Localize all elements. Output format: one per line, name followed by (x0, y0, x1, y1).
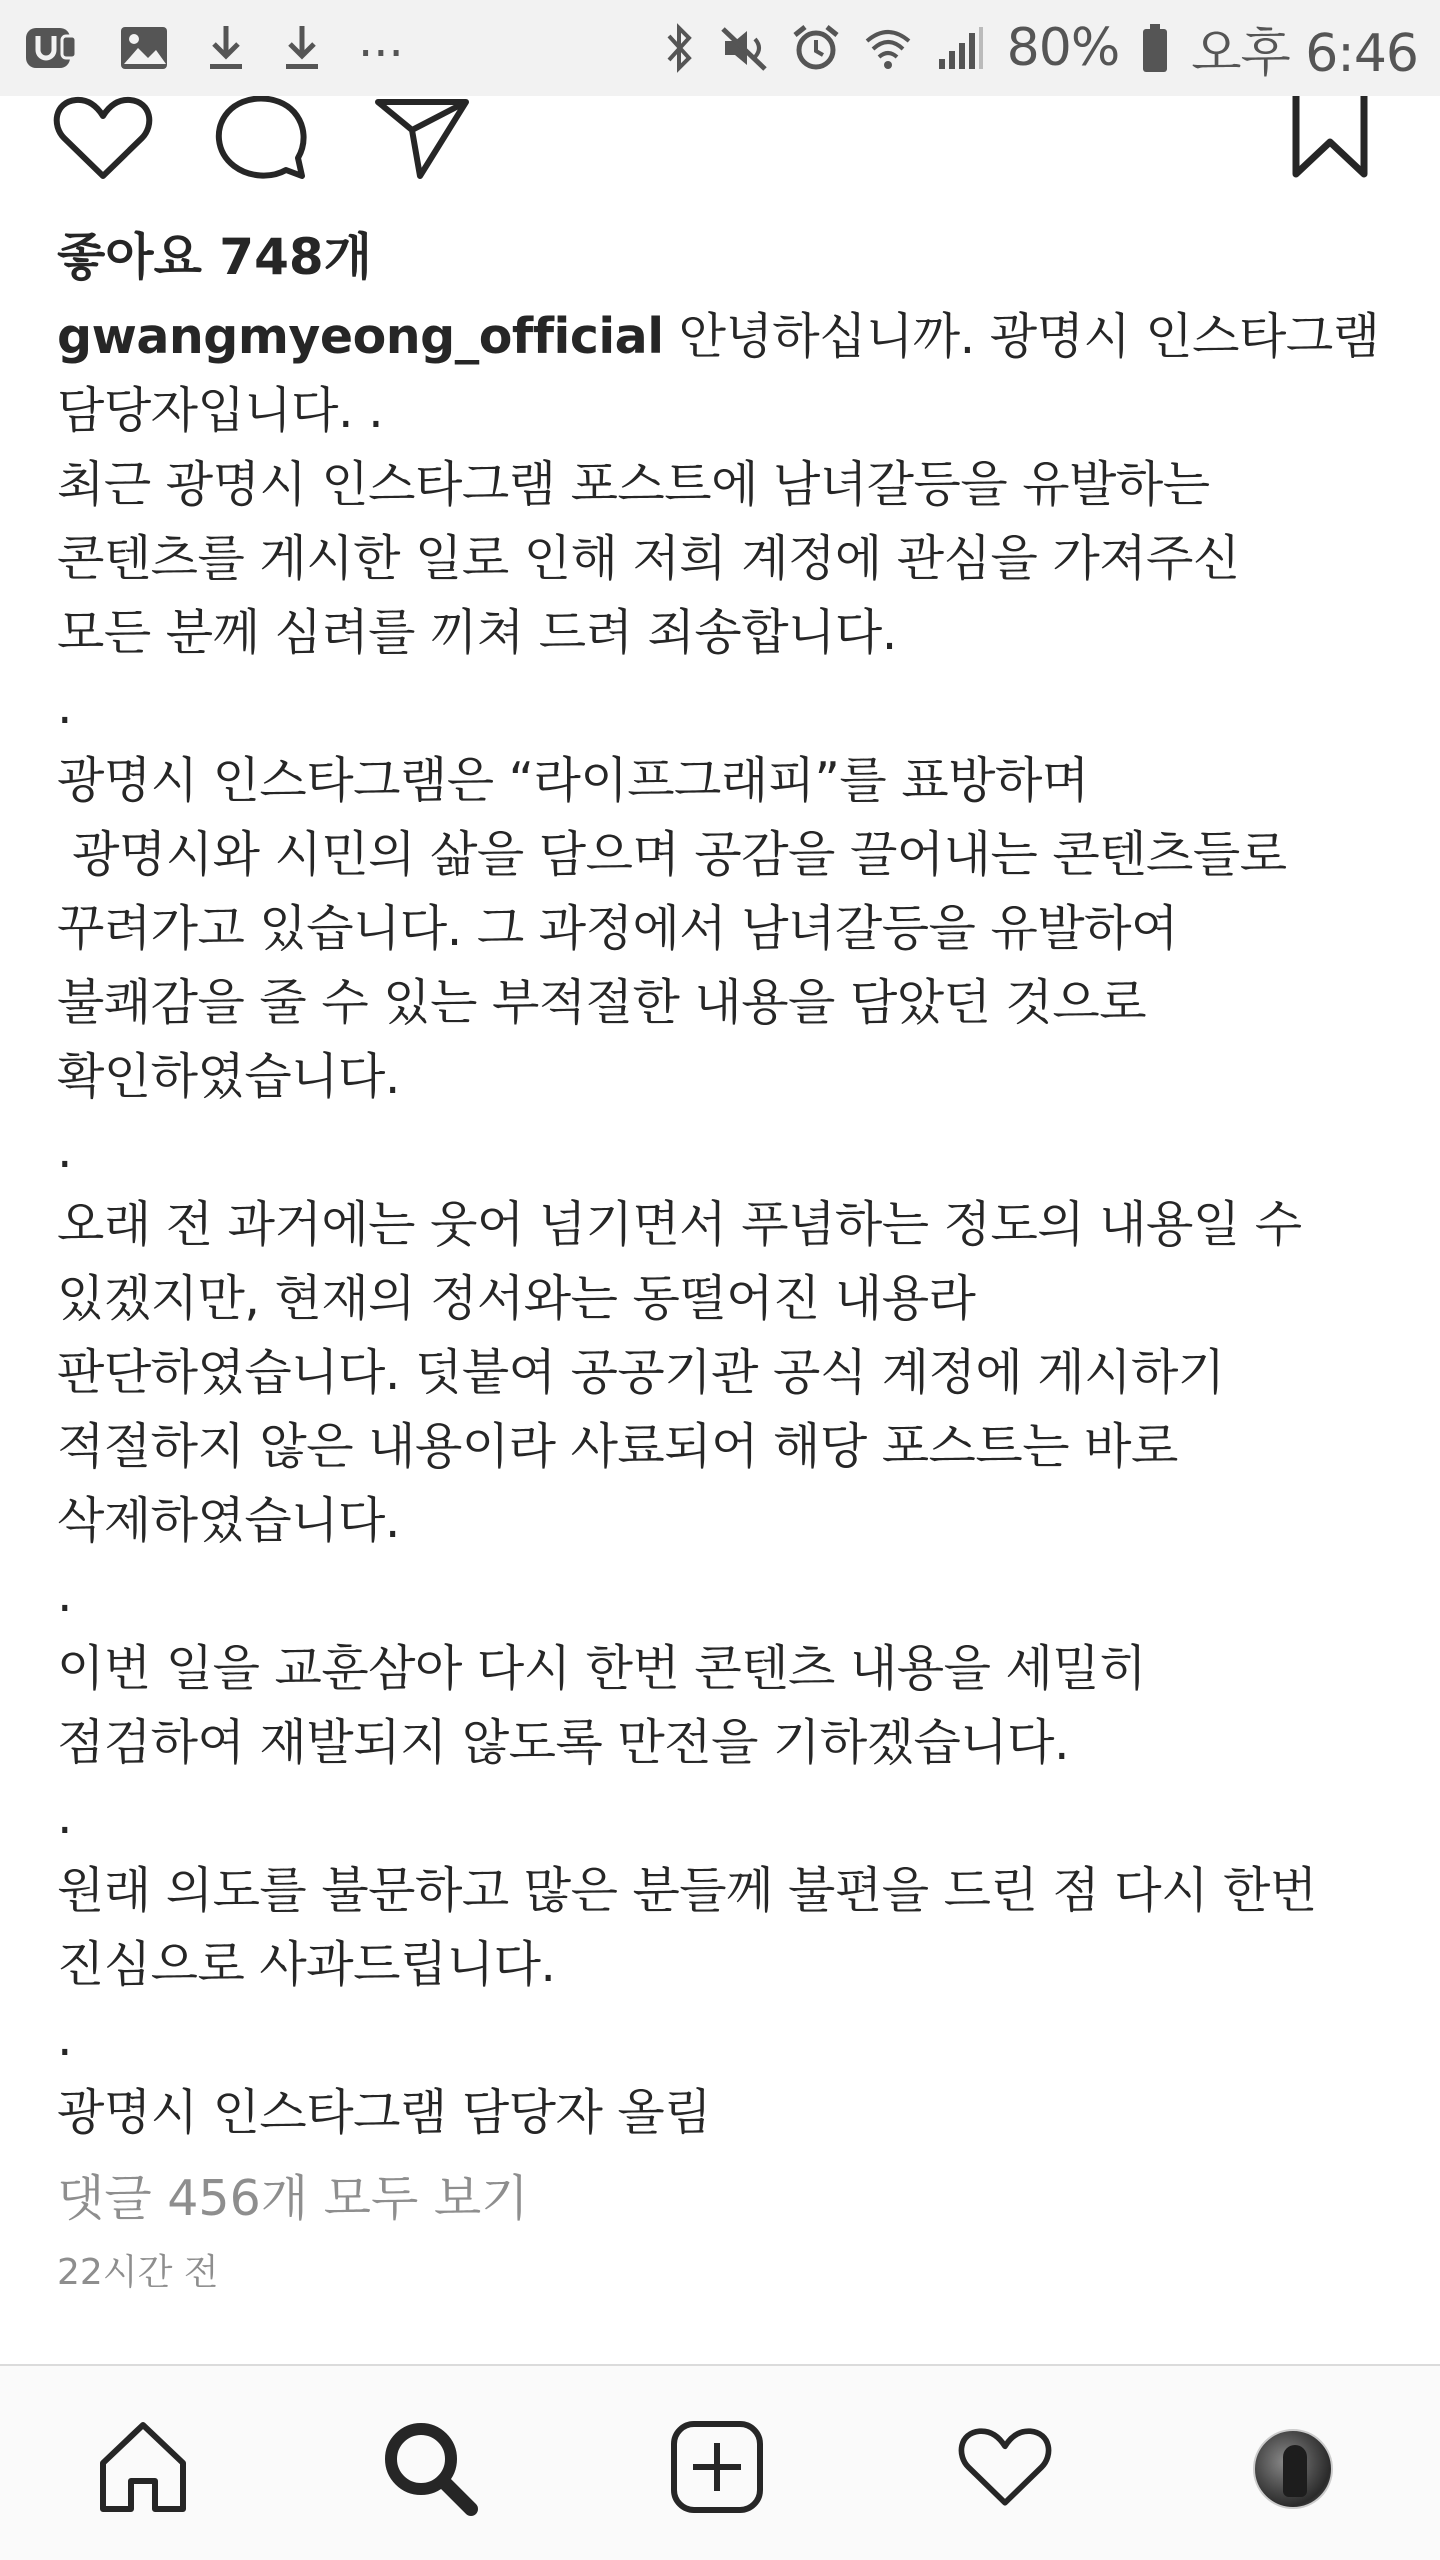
wifi-icon (863, 23, 913, 73)
comment-button[interactable] (214, 96, 310, 188)
add-post-icon (669, 2419, 765, 2519)
bluetooth-icon (663, 21, 697, 75)
share-icon (374, 165, 470, 184)
nav-new-post-button[interactable] (662, 2414, 772, 2524)
home-icon (95, 2419, 191, 2519)
like-count[interactable]: 좋아요 748개 (57, 228, 372, 286)
nav-profile-button[interactable] (1238, 2414, 1348, 2524)
nav-activity-button[interactable] (950, 2414, 1060, 2524)
clock-time: 오후 6:46 (1191, 23, 1418, 84)
more-notifications-indicator: ... (358, 12, 404, 68)
download-icon (282, 22, 322, 74)
status-right-icons (663, 11, 1418, 86)
post-action-bar (0, 96, 1440, 206)
nav-home-button[interactable] (88, 2414, 198, 2524)
post-timestamp: 22시간 전 (57, 2252, 219, 2293)
battery-icon (1141, 22, 1169, 74)
image-icon (118, 24, 170, 72)
nav-search-button[interactable] (374, 2414, 484, 2524)
heart-icon (52, 165, 154, 184)
view-all-comments-link[interactable]: 댓글 456개 모두 보기 (57, 2170, 529, 2227)
bookmark-icon (1290, 165, 1370, 184)
mute-icon (719, 23, 769, 73)
alarm-icon (791, 23, 841, 73)
caption-text: 안녕하십니까. 광명시 인스타그램 담당자입니다. . 최근 광명시 인스타그램 포스트에 남녀갈등을 유발하는 콘텐츠를 게시한 일로 인해 저희 계정에 관심을 가져주신 모든 분께 심려를 끼쳐 드려 죄송합니다. . 광명시 인스타그램은 “라이프그래피”를 표방하며 광명시와 시민의 삶을 담으며 공감을 끌어내는 콘텐츠들로 꾸려가고 있습니다. 그 과정에서 남녀갈등을 유발하여 불쾌감을 줄 수 있는 부적절한 내용을 담았던 것으로 확인하였습니다. . 오래 전 과거에는 웃어 넘기면서 푸념하는 정도의 내용일 수 있겠지만, 현재의 정서와는 동떨어진 내용라 판단하였습니다. 덧붙여 공공기관 공식 계정에 게시하기 적절하지 않은 내용이라 사료되어 해당 포스트는 바로 삭제하였습니다. . 이번 일을 교훈삼아 다시 한번 콘텐츠 내용을 세밀히 점검하여 재발되지 않도록 만전을 기하겠습니다. . 원래 의도를 불문하고 많은 분들께 불편을 드린 점 다시 한번 진심으로 사과드립니다. . 광명시 인스타그램 담당자 올림 (57, 308, 1380, 2141)
post-details (57, 220, 1397, 2298)
comment-icon (214, 169, 310, 188)
search-icon (379, 2417, 479, 2521)
status-bar (0, 0, 1440, 96)
battery-percentage: 80% (1006, 18, 1120, 78)
post-username[interactable]: gwangmyeong_official (57, 308, 664, 365)
share-button[interactable] (374, 96, 470, 184)
activity-heart-icon (957, 2426, 1053, 2512)
signal-icon (935, 23, 985, 73)
post-caption (57, 300, 1397, 2150)
download-icon (206, 22, 246, 74)
profile-avatar (1253, 2429, 1333, 2509)
status-left-icons (22, 12, 404, 74)
bottom-navigation-bar (0, 2364, 1440, 2560)
save-button[interactable] (1290, 96, 1370, 184)
like-button[interactable] (52, 96, 154, 184)
app-notification-icon (22, 22, 82, 74)
